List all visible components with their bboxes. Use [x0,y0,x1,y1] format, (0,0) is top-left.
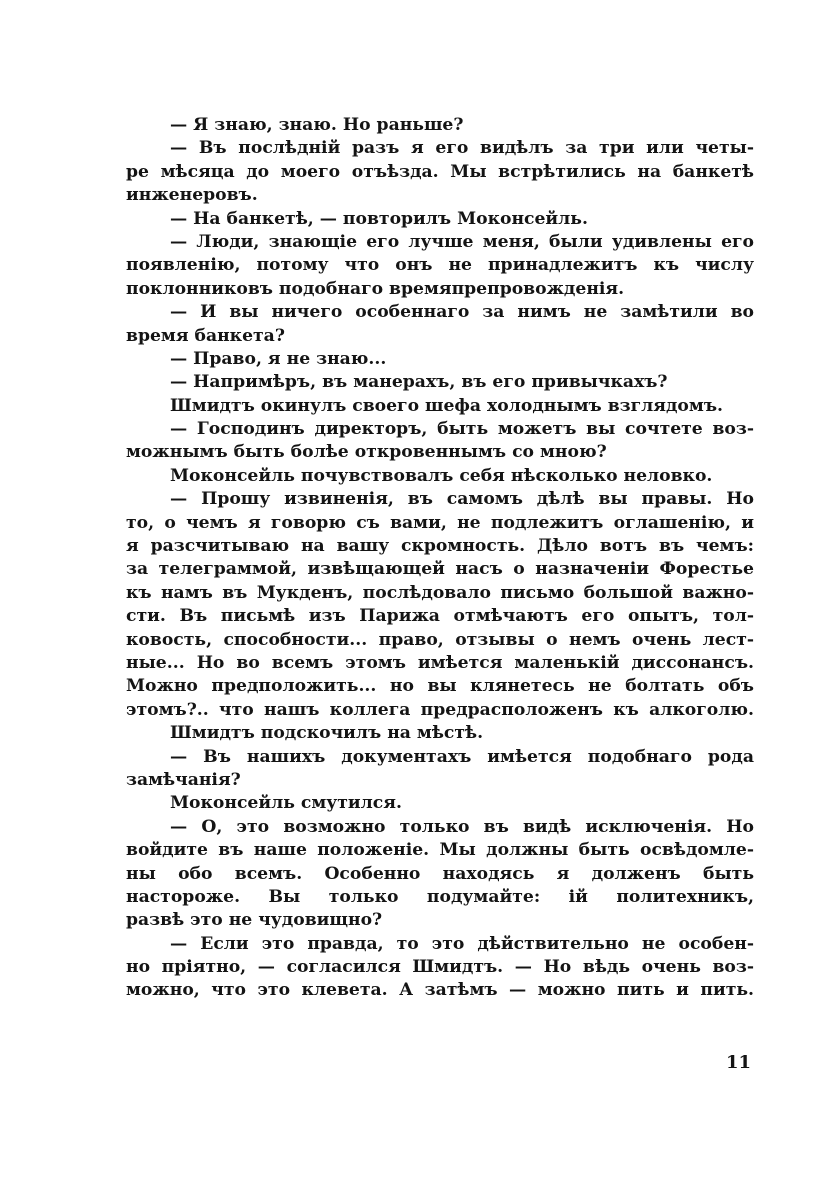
text-line: то, о чемъ я говорю съ вами, не подлежитъ оглашенію, и [126,512,754,533]
text-line: Шмидтъ подскочилъ на мѣстѣ. [170,723,484,744]
page-body-text [126,114,754,1003]
text-line: за телеграммой, извѣщающей насъ о назначеніи Форестье [126,559,754,580]
text-line: появленію, потому что онъ не принадлежитъ къ числу [126,255,754,276]
text-line: — Люди, знающіе его лучше меня, были удивлены его [170,231,754,252]
text-line: замѣчанія? [126,769,241,790]
text-line: ре мѣсяца до моего отъѣзда. Мы встрѣтились на банкетѣ [126,161,754,182]
text-line: время банкета? [126,325,285,346]
text-line: можнымъ быть болѣе откровеннымъ со мною? [126,442,607,463]
text-line: — Напримѣръ, въ манерахъ, въ его привычкахъ? [170,372,668,393]
text-line: — Прошу извиненія, въ самомъ дѣлѣ вы правы. Но [170,489,754,510]
text-line: — И вы ничего особеннаго за нимъ не замѣтили во [170,302,754,323]
text-line: развѣ это не чудовищно? [126,910,383,931]
text-line: — Въ нашихъ документахъ имѣется подобнаго рода [170,746,754,767]
text-line: войдите въ наше положеніе. Мы должны быть освѣдомле- [126,840,754,861]
text-line: — О, это возможно только въ видѣ исключенія. Но [170,816,754,837]
text-line: сти. Въ письмѣ изъ Парижа отмѣчаютъ его опытъ, тол- [126,606,754,627]
text-line: можно, что это клевета. А затѣмъ — можно пить и пить. [126,980,754,1001]
text-line: Моконсейль почувствовалъ себя нѣсколько неловко. [170,465,713,486]
text-line: ные... Но во всемъ этомъ имѣется маленькій диссонансъ. [126,652,754,673]
page-number: 11 [726,1052,752,1073]
text-line: Шмидтъ окинулъ своего шефа холоднымъ взглядомъ. [170,395,723,416]
text-line: инженеровъ. [126,185,258,206]
text-line: — Господинъ директоръ, быть можетъ вы сочтете воз- [170,419,754,440]
text-line: Можно предположить... но вы клянетесь не болтать объ [126,676,754,697]
text-line: — Въ послѣдній разъ я его видѣлъ за три или четы- [170,138,754,159]
text-line: но пріятно, — согласился Шмидтъ. — Но вѣдь очень воз- [126,957,754,978]
text-line: — Я знаю, знаю. Но раньше? [170,115,464,135]
text-line: я разсчитываю на вашу скромность. Дѣло вотъ въ чемъ: [126,536,754,557]
text-line: къ намъ въ Мукденъ, послѣдовало письмо большой важно- [126,582,754,603]
text-line: этомъ?.. что нашъ коллега предрасположенъ къ алкоголю. [126,699,754,720]
text-line: Моконсейль смутился. [170,793,402,814]
text-line: поклонниковъ подобнаго времяпрепровожденія. [126,278,625,299]
text-line: — Право, я не знаю... [170,348,387,369]
text-line: настороже. Вы только подумайте: ій политехникъ, [126,886,754,907]
text-line: — На банкетѣ, — повторилъ Моконсейль. [170,208,588,229]
text-line: ковость, способности... право, отзывы о немъ очень лест- [126,629,754,650]
text-line: — Если это правда, то это дѣйствительно не особен- [170,933,754,954]
text-line: ны обо всемъ. Особенно находясь я долженъ быть [126,863,754,884]
